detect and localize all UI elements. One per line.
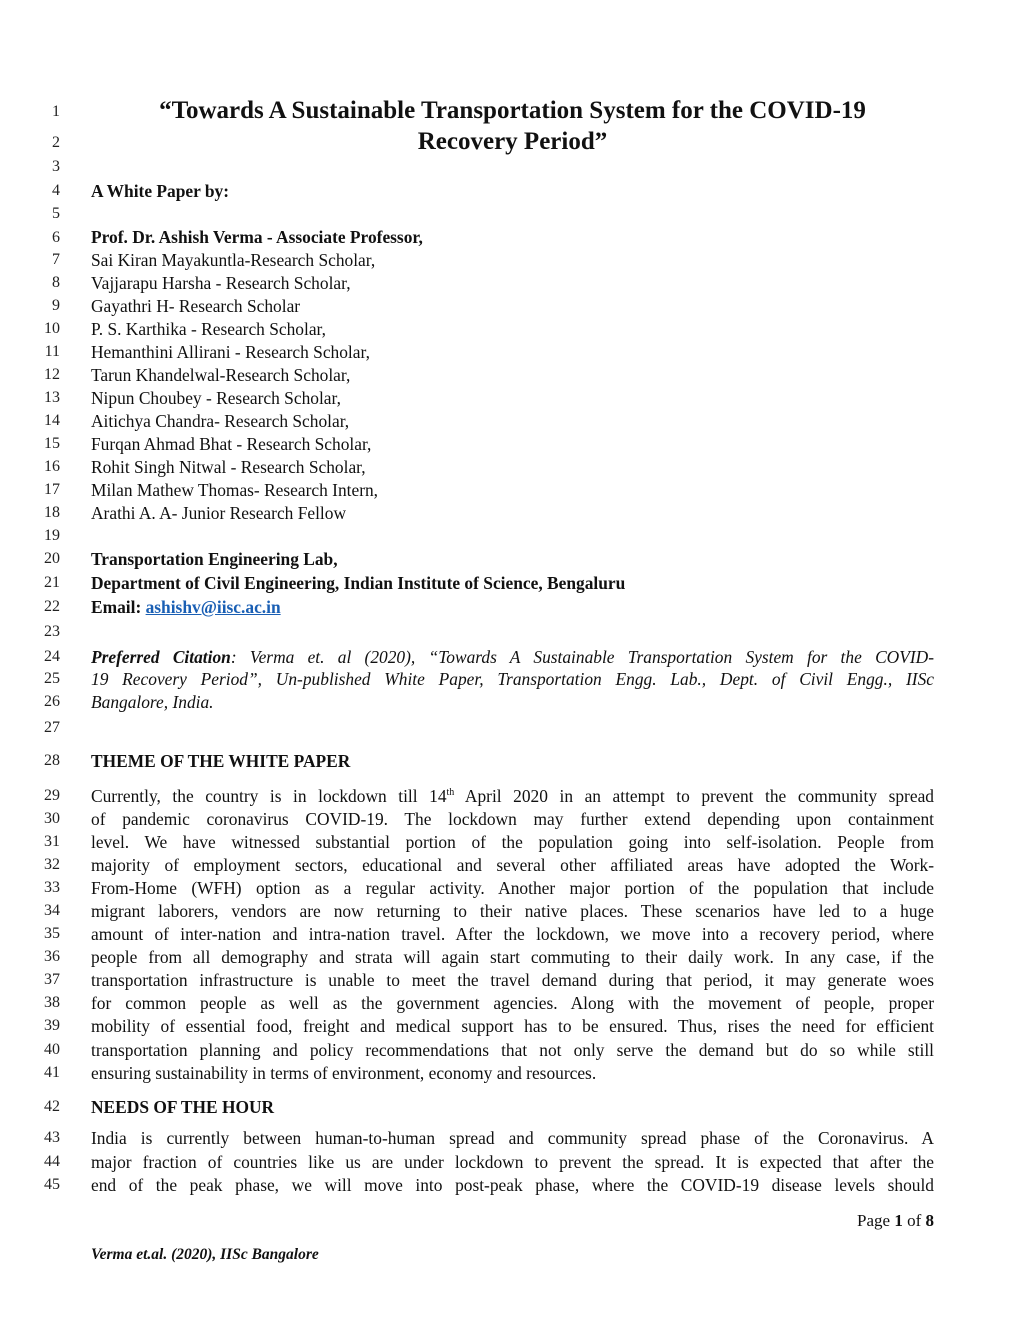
line-number: 31 <box>44 833 60 850</box>
line-number: 3 <box>52 158 60 175</box>
line-number: 32 <box>44 856 60 873</box>
line-number: 38 <box>44 994 60 1011</box>
line-number: 2 <box>52 134 60 151</box>
paragraph-line: India is currently between human-to-human spread and community spread phase of the Coronavirus. A <box>91 1128 934 1148</box>
line-number: 27 <box>44 719 60 736</box>
paragraph-line: migrant laborers, vendors are now returning to their native places. These scenarios have led to a huge <box>91 901 934 921</box>
line-number: 9 <box>52 297 60 314</box>
paragraph-line: transportation planning and policy recommendations that not only serve the demand but do so while still <box>91 1040 934 1060</box>
paragraph-line <box>91 786 934 807</box>
line-number: 25 <box>44 670 60 687</box>
line-number: 40 <box>44 1041 60 1058</box>
line-number: 19 <box>44 527 60 544</box>
line-number: 30 <box>44 810 60 827</box>
line-number: 17 <box>44 481 60 498</box>
line-number: 36 <box>44 948 60 965</box>
line-number: 15 <box>44 435 60 452</box>
paragraph-text: Currently, the country is in lockdown till 14 <box>91 786 447 806</box>
line-number: 42 <box>44 1098 60 1115</box>
author-item: Nipun Choubey - Research Scholar, <box>91 388 341 408</box>
page-number <box>857 1211 934 1231</box>
citation-label: Preferred Citation <box>91 647 231 667</box>
line-number: 23 <box>44 623 60 640</box>
line-number: 33 <box>44 879 60 896</box>
page-number-total: 8 <box>925 1211 934 1230</box>
paragraph-line: ensuring sustainability in terms of environment, economy and resources. <box>91 1063 597 1083</box>
author-item: Sai Kiran Mayakuntla-Research Scholar, <box>91 250 376 270</box>
paragraph-line: majority of employment sectors, educational and several other affiliated areas have adopted the Work- <box>91 855 934 875</box>
paragraph-line: people from all demography and strata will again start commuting to their daily work. In any case, if the <box>91 947 934 967</box>
line-number: 4 <box>52 182 60 199</box>
line-number: 7 <box>52 251 60 268</box>
paragraph-line: level. We have witnessed substantial portion of the population going into self-isolation. People from <box>91 832 934 852</box>
line-number: 35 <box>44 925 60 942</box>
line-number: 8 <box>52 274 60 291</box>
citation-text: : Verma et. al (2020), “Towards A Sustainable Transportation System for the COVID- <box>230 647 934 667</box>
page-number-of: of <box>902 1211 926 1230</box>
line-number: 43 <box>44 1129 60 1146</box>
line-number: 11 <box>44 343 60 360</box>
line-number: 39 <box>44 1017 60 1034</box>
author-item: Hemanthini Allirani - Research Scholar, <box>91 342 370 362</box>
paragraph-line: major fraction of countries like us are under lockdown to prevent the spread. It is expected that after the <box>91 1152 934 1172</box>
line-number: 16 <box>44 458 60 475</box>
citation-line-3: Bangalore, India. <box>91 692 214 712</box>
document-title-line-2: Recovery Period” <box>417 128 608 155</box>
affiliation-lab: Transportation Engineering Lab, <box>91 549 338 569</box>
line-number: 41 <box>44 1064 60 1081</box>
paragraph-line: of pandemic coronavirus COVID-19. The lockdown may further extend depending upon containment <box>91 809 934 829</box>
line-number: 29 <box>44 787 60 804</box>
line-number: 24 <box>44 648 60 665</box>
line-number: 10 <box>44 320 60 337</box>
line-number: 21 <box>44 574 60 591</box>
author-item: Furqan Ahmad Bhat - Research Scholar, <box>91 434 372 454</box>
section-heading-theme: THEME OF THE WHITE PAPER <box>91 751 351 771</box>
line-number: 22 <box>44 598 60 615</box>
paragraph-line: amount of inter-nation and intra-nation travel. After the lockdown, we move into a recovery period, where <box>91 924 934 944</box>
author-item: Milan Mathew Thomas- Research Intern, <box>91 480 379 500</box>
line-number: 6 <box>52 229 60 246</box>
email-link[interactable]: ashishv@iisc.ac.in <box>145 597 281 617</box>
paragraph-line: transportation infrastructure is unable to meet the travel demand during that period, it may generate woes <box>91 970 934 990</box>
paragraph-line: mobility of essential food, freight and medical support has to be ensured. Thus, rises the need for efficient <box>91 1016 934 1036</box>
citation-line-2: 19 Recovery Period”, Un-published White Paper, Transportation Engg. Lab., Dept. of Civil Engg., IISc <box>91 669 934 689</box>
author-item: Gayathri H- Research Scholar <box>91 296 301 316</box>
paragraph-line: for common people as well as the government agencies. Along with the movement of people, proper <box>91 993 934 1013</box>
page-number-prefix: Page <box>857 1211 895 1230</box>
line-number: 45 <box>44 1176 60 1193</box>
author-lead: Prof. Dr. Ashish Verma - Associate Professor, <box>91 227 423 247</box>
superscript: th <box>446 787 455 799</box>
line-number: 12 <box>44 366 60 383</box>
author-item: Vajjarapu Harsha - Research Scholar, <box>91 273 351 293</box>
paragraph-text: April 2020 in an attempt to prevent the community spread <box>454 786 934 806</box>
line-number: 14 <box>44 412 60 429</box>
section-heading-needs: NEEDS OF THE HOUR <box>91 1097 275 1117</box>
paragraph-line: end of the peak phase, we will move into post-peak phase, where the COVID-19 disease levels should <box>91 1175 934 1195</box>
affiliation-department: Department of Civil Engineering, Indian Institute of Science, Bengaluru <box>91 573 626 593</box>
author-item: P. S. Karthika - Research Scholar, <box>91 319 326 339</box>
line-number: 13 <box>44 389 60 406</box>
paragraph-line: From-Home (WFH) option as a regular activity. Another major portion of the population that include <box>91 878 934 898</box>
line-number: 20 <box>44 550 60 567</box>
author-item: Arathi A. A- Junior Research Fellow <box>91 503 347 523</box>
line-number: 28 <box>44 752 60 769</box>
line-number: 34 <box>44 902 60 919</box>
document-title-line-1: “Towards A Sustainable Transportation System for the COVID-19 <box>159 97 866 124</box>
email-label: Email: <box>91 597 146 617</box>
line-number: 37 <box>44 971 60 988</box>
author-item: Tarun Khandelwal-Research Scholar, <box>91 365 351 385</box>
line-number: 5 <box>52 205 60 222</box>
page-footer: Verma et.al. (2020), IISc Bangalore <box>91 1246 319 1263</box>
affiliation-email-row <box>91 597 934 618</box>
white-paper-by-label: A White Paper by: <box>91 181 230 201</box>
author-item: Aitichya Chandra- Research Scholar, <box>91 411 350 431</box>
line-number: 1 <box>52 103 60 120</box>
line-number: 44 <box>44 1153 60 1170</box>
citation-line-1 <box>91 647 934 668</box>
line-number: 26 <box>44 693 60 710</box>
author-item: Rohit Singh Nitwal - Research Scholar, <box>91 457 366 477</box>
line-number: 18 <box>44 504 60 521</box>
page-number-current: 1 <box>894 1211 903 1230</box>
